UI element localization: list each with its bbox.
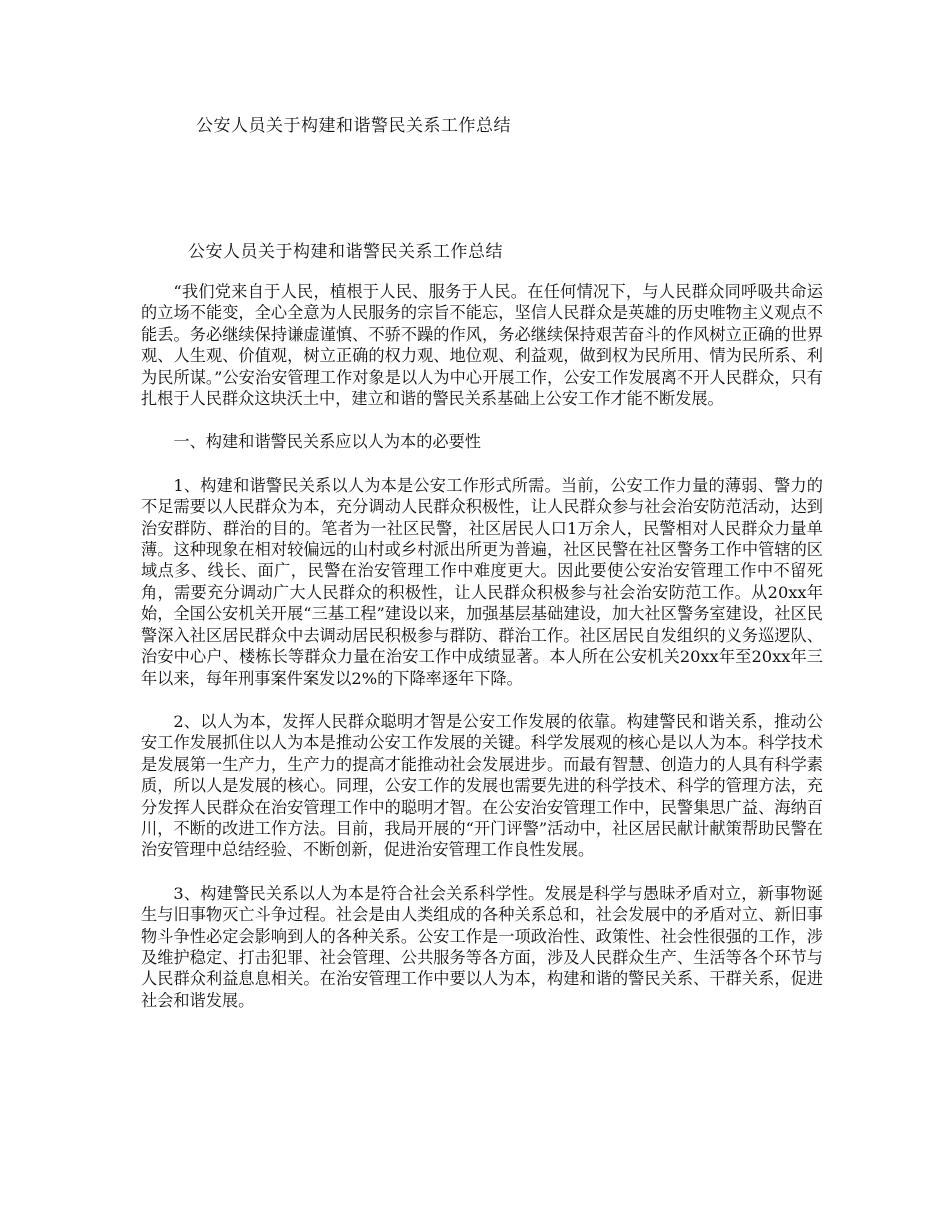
paragraph-point-1: 1、构建和谐警民关系以人为本是公安工作形式所需。当前，公安工作力量的薄弱、警力的不足需要以人民群众为本，充分调动人民群众积极性，让人民群众参与社会治安防范活动，达到治安群防、群治的目的。笔者为一社区民警，社区居民人口1万余人，民警相对人民群众力量单薄。这种现象在相对较偏远的山村或乡村派出所更为普遍，社区民警在社区警务工作中管辖的区域点多、线长、面广，民警在治安管理工作中难度更大。因此要使公安治安管理工作中不留死角，需要充分调动广大人民群众的积极性，让人民群众积极参与社会治安防范工作。从20xx年始，全国公安机关开展“三基工程”建设以来，加强基层基础建设，加大社区警务室建设，社区民警深入社区居民群众中去调动居民积极参与群防、群治工作。社区居民自发组织的义务巡逻队、治安中心户、楼栋长等群众力量在治安工作中成绩显著。本人所在公安机关20xx年至20xx年三年以来，每年刑事案件案发以2%的下降率逐年下降。 <box>141 475 823 688</box>
section-heading: 一、构建和谐警民关系应以人为本的必要性 <box>173 432 481 452</box>
paragraph-point-2: 2、以人为本，发挥人民群众聪明才智是公安工作发展的依靠。构建警民和谐关系，推动公安工作发展抓住以人为本是推动公安工作发展的关键。科学发展观的核心是以人为本。科学技术是发展第一生产力，生产力的提高才能推动社会发展进步。而最有智慧、创造力的人具有科学素质，所以人是发展的核心。同理，公安工作的发展也需要先进的科学技术、科学的管理方法，充分发挥人民群众在治安管理工作中的聪明才智。在公安治安管理工作中，民警集思广益、海纳百川，不断的改进工作方法。目前，我局开展的“开门评警”活动中，社区居民献计献策帮助民警在治安管理中总结经验、不断创新，促进治安管理工作良性发展。 <box>141 711 823 860</box>
header-title: 公安人员关于构建和谐警民关系工作总结 <box>196 116 511 136</box>
document-body <box>141 281 823 1033</box>
document-title: 公安人员关于构建和谐警民关系工作总结 <box>188 242 503 262</box>
paragraph-point-3: 3、构建警民关系以人为本是符合社会关系科学性。发展是科学与愚昧矛盾对立，新事物诞生与旧事物灭亡斗争过程。社会是由人类组成的各种关系总和，社会发展中的矛盾对立、新旧事物斗争性必定会影响到人的各种关系。公安工作是一项政治性、政策性、社会性很强的工作，涉及维护稳定、打击犯罪、社会管理、公共服务等各方面，涉及人民群众生产、生活等各个环节与人民群众利益息息相关。在治安管理工作中要以人为本，构建和谐的警民关系、干群关系，促进社会和谐发展。 <box>141 883 823 1010</box>
intro-paragraph: “我们党来自于人民，植根于人民、服务于人民。在任何情况下，与人民群众同呼吸共命运的立场不能变，全心全意为人民服务的宗旨不能忘，坚信人民群众是英雄的历史唯物主义观点不能丢。务必继续保持谦虚谨慎、不骄不躁的作风，务必继续保持艰苦奋斗的作风树立正确的世界观、人生观、价值观，树立正确的权力观、地位观、利益观，做到权为民所用、情为民所系、利为民所谋。”公安治安管理工作对象是以人为中心开展工作，公安工作发展离不开人民群众，只有扎根于人民群众这块沃土中，建立和谐的警民关系基础上公安工作才能不断发展。 <box>141 282 823 409</box>
